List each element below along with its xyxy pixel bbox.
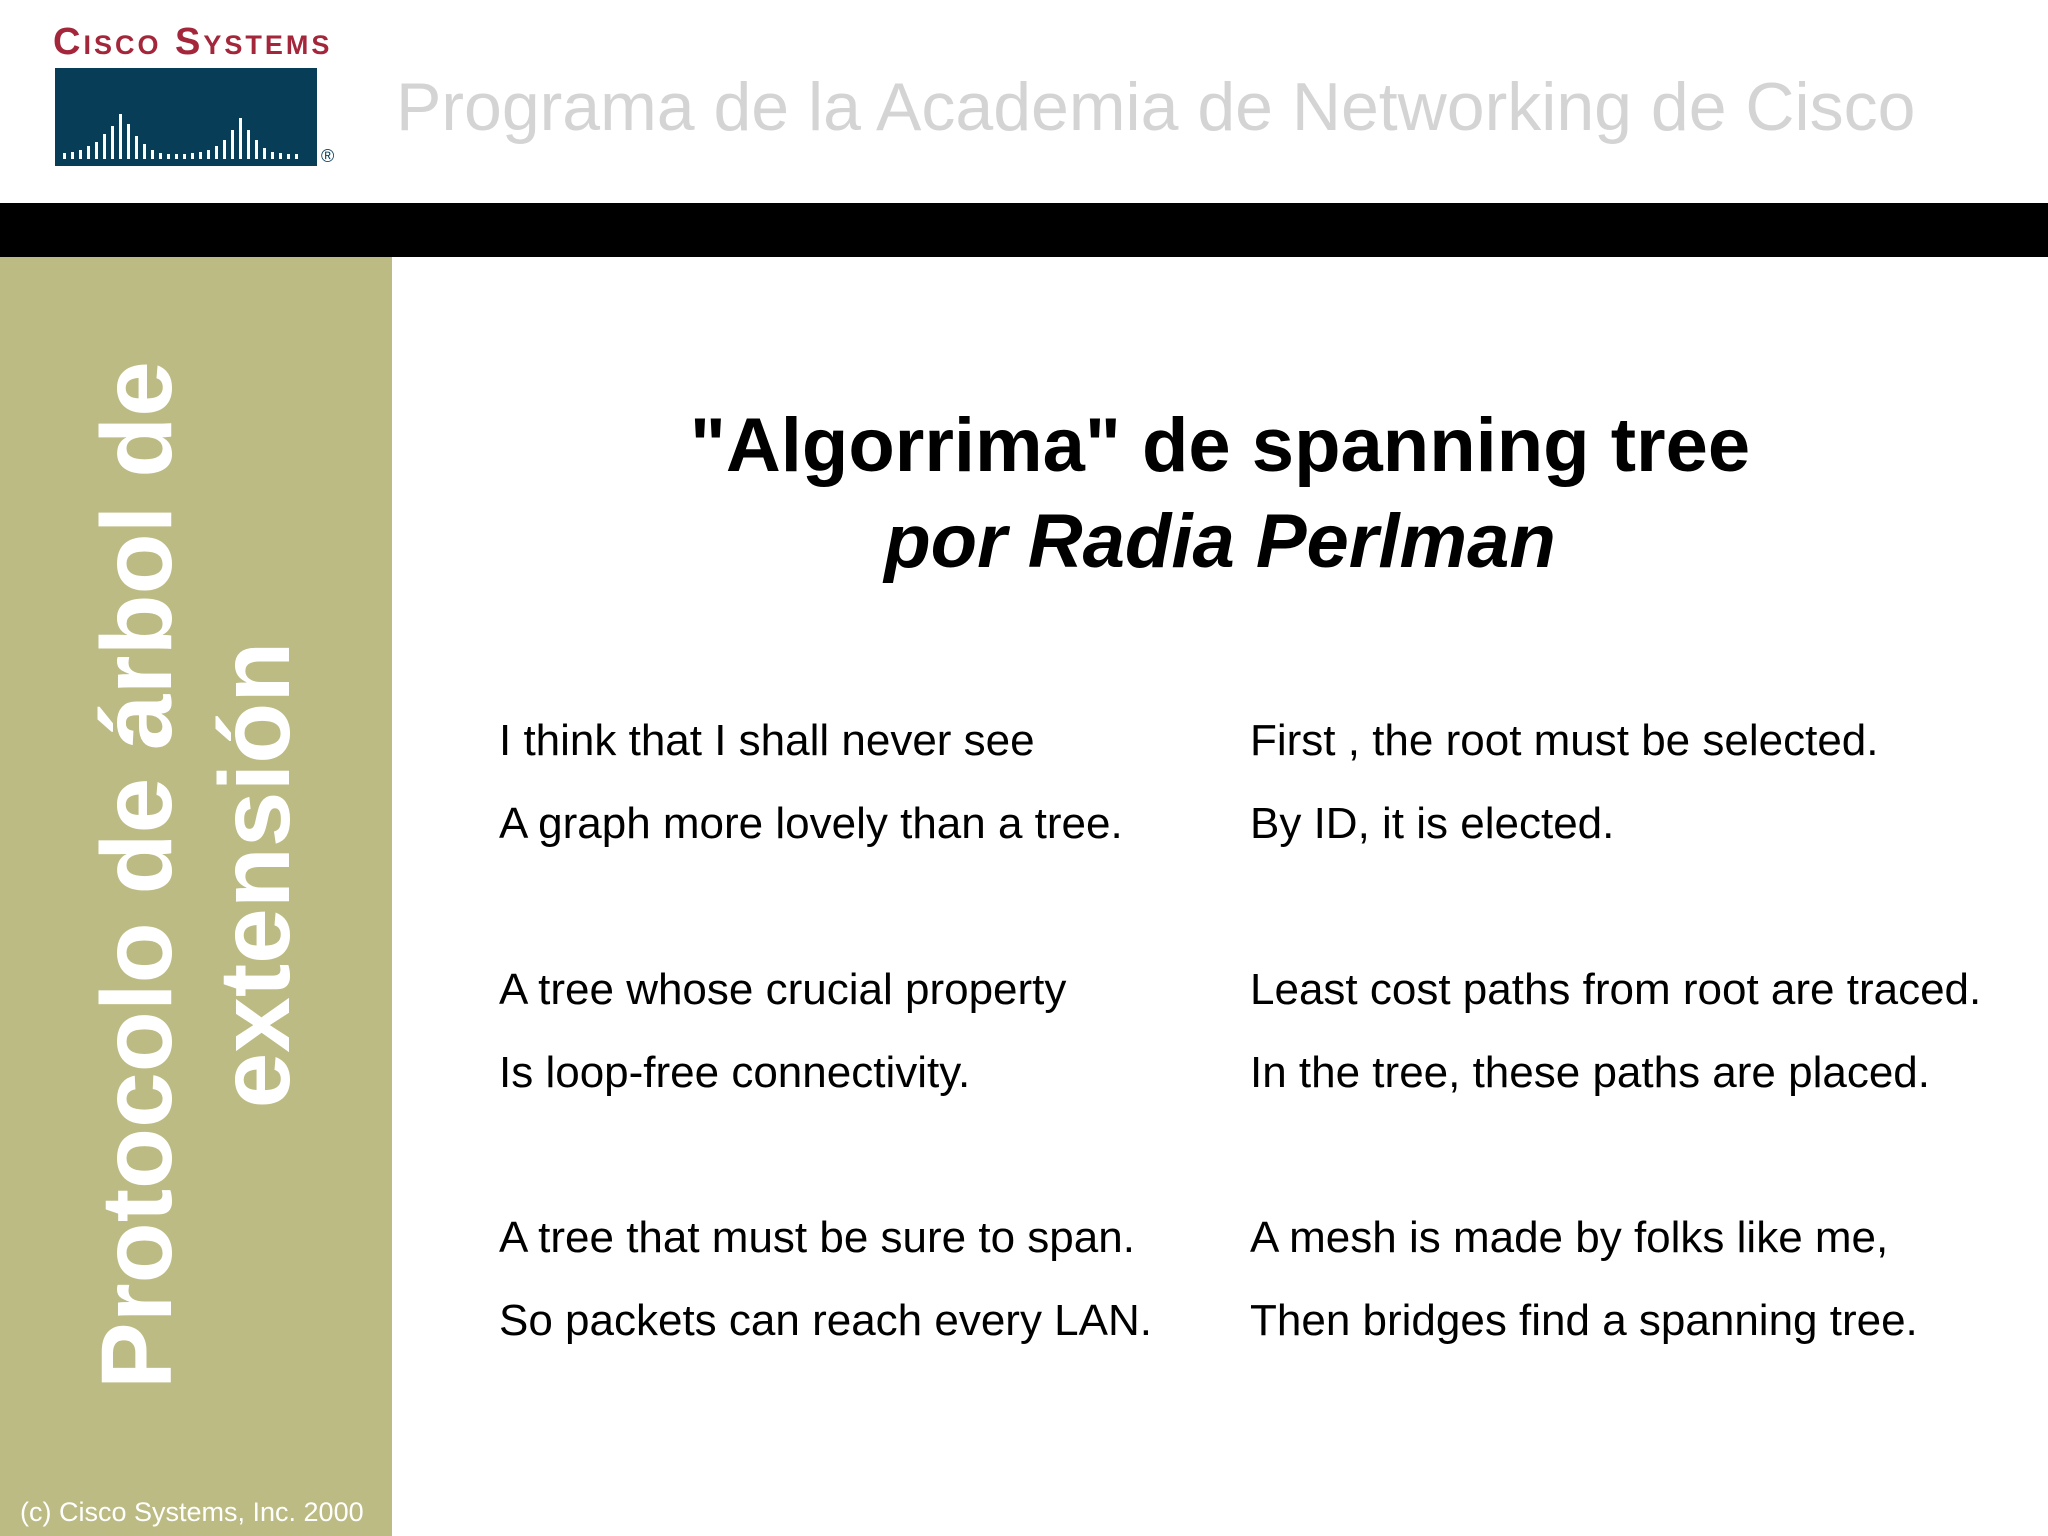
logo-bridge-icon [55,68,317,166]
poem-line: So packets can reach every LAN. [499,1296,1152,1345]
poem-left-stanza-3 [499,1196,1152,1362]
poem-line: A graph more lovely than a tree. [499,799,1123,848]
poem-line: I think that I shall never see [499,716,1035,765]
poem-left-stanza-1 [499,699,1123,865]
poem-line: By ID, it is elected. [1250,799,1615,848]
logo-bars-graphic [55,68,317,166]
poem-right-stanza-1 [1250,699,1878,865]
poem-line: A tree whose crucial property [499,965,1067,1014]
poem-right-stanza-2 [1250,948,1981,1114]
slide-subtitle-author: por Radia Perlman [884,499,1556,584]
header [0,0,2048,203]
logo-wordmark: Cisco Systems [53,21,333,63]
poem-right-stanza-3 [1250,1196,1918,1362]
poem-line: In the tree, these paths are placed. [1250,1048,1931,1097]
poem-line: Least cost paths from root are traced. [1250,965,1982,1014]
poem-line: First , the root must be selected. [1250,716,1879,765]
poem-line: Then bridges find a spanning tree. [1250,1296,1918,1345]
slide-title-line: "Algorrima" de spanning tree [689,403,1751,488]
header-divider-band [0,203,2048,257]
slide-title [392,398,2048,590]
poem-line: Is loop-free connectivity. [499,1048,971,1097]
poem-line: A mesh is made by folks like me, [1250,1213,1889,1262]
cisco-logo [53,18,343,170]
poem-left-stanza-2 [499,948,1066,1114]
copyright-notice: (c) Cisco Systems, Inc. 2000 [20,1497,364,1527]
sidebar-section-title: Protocolo de árbol de extensión [81,361,311,1389]
registered-mark: ® [321,146,335,166]
program-title: Programa de la Academia de Networking de Cisco [396,69,1916,145]
poem-line: A tree that must be sure to span. [499,1213,1135,1262]
